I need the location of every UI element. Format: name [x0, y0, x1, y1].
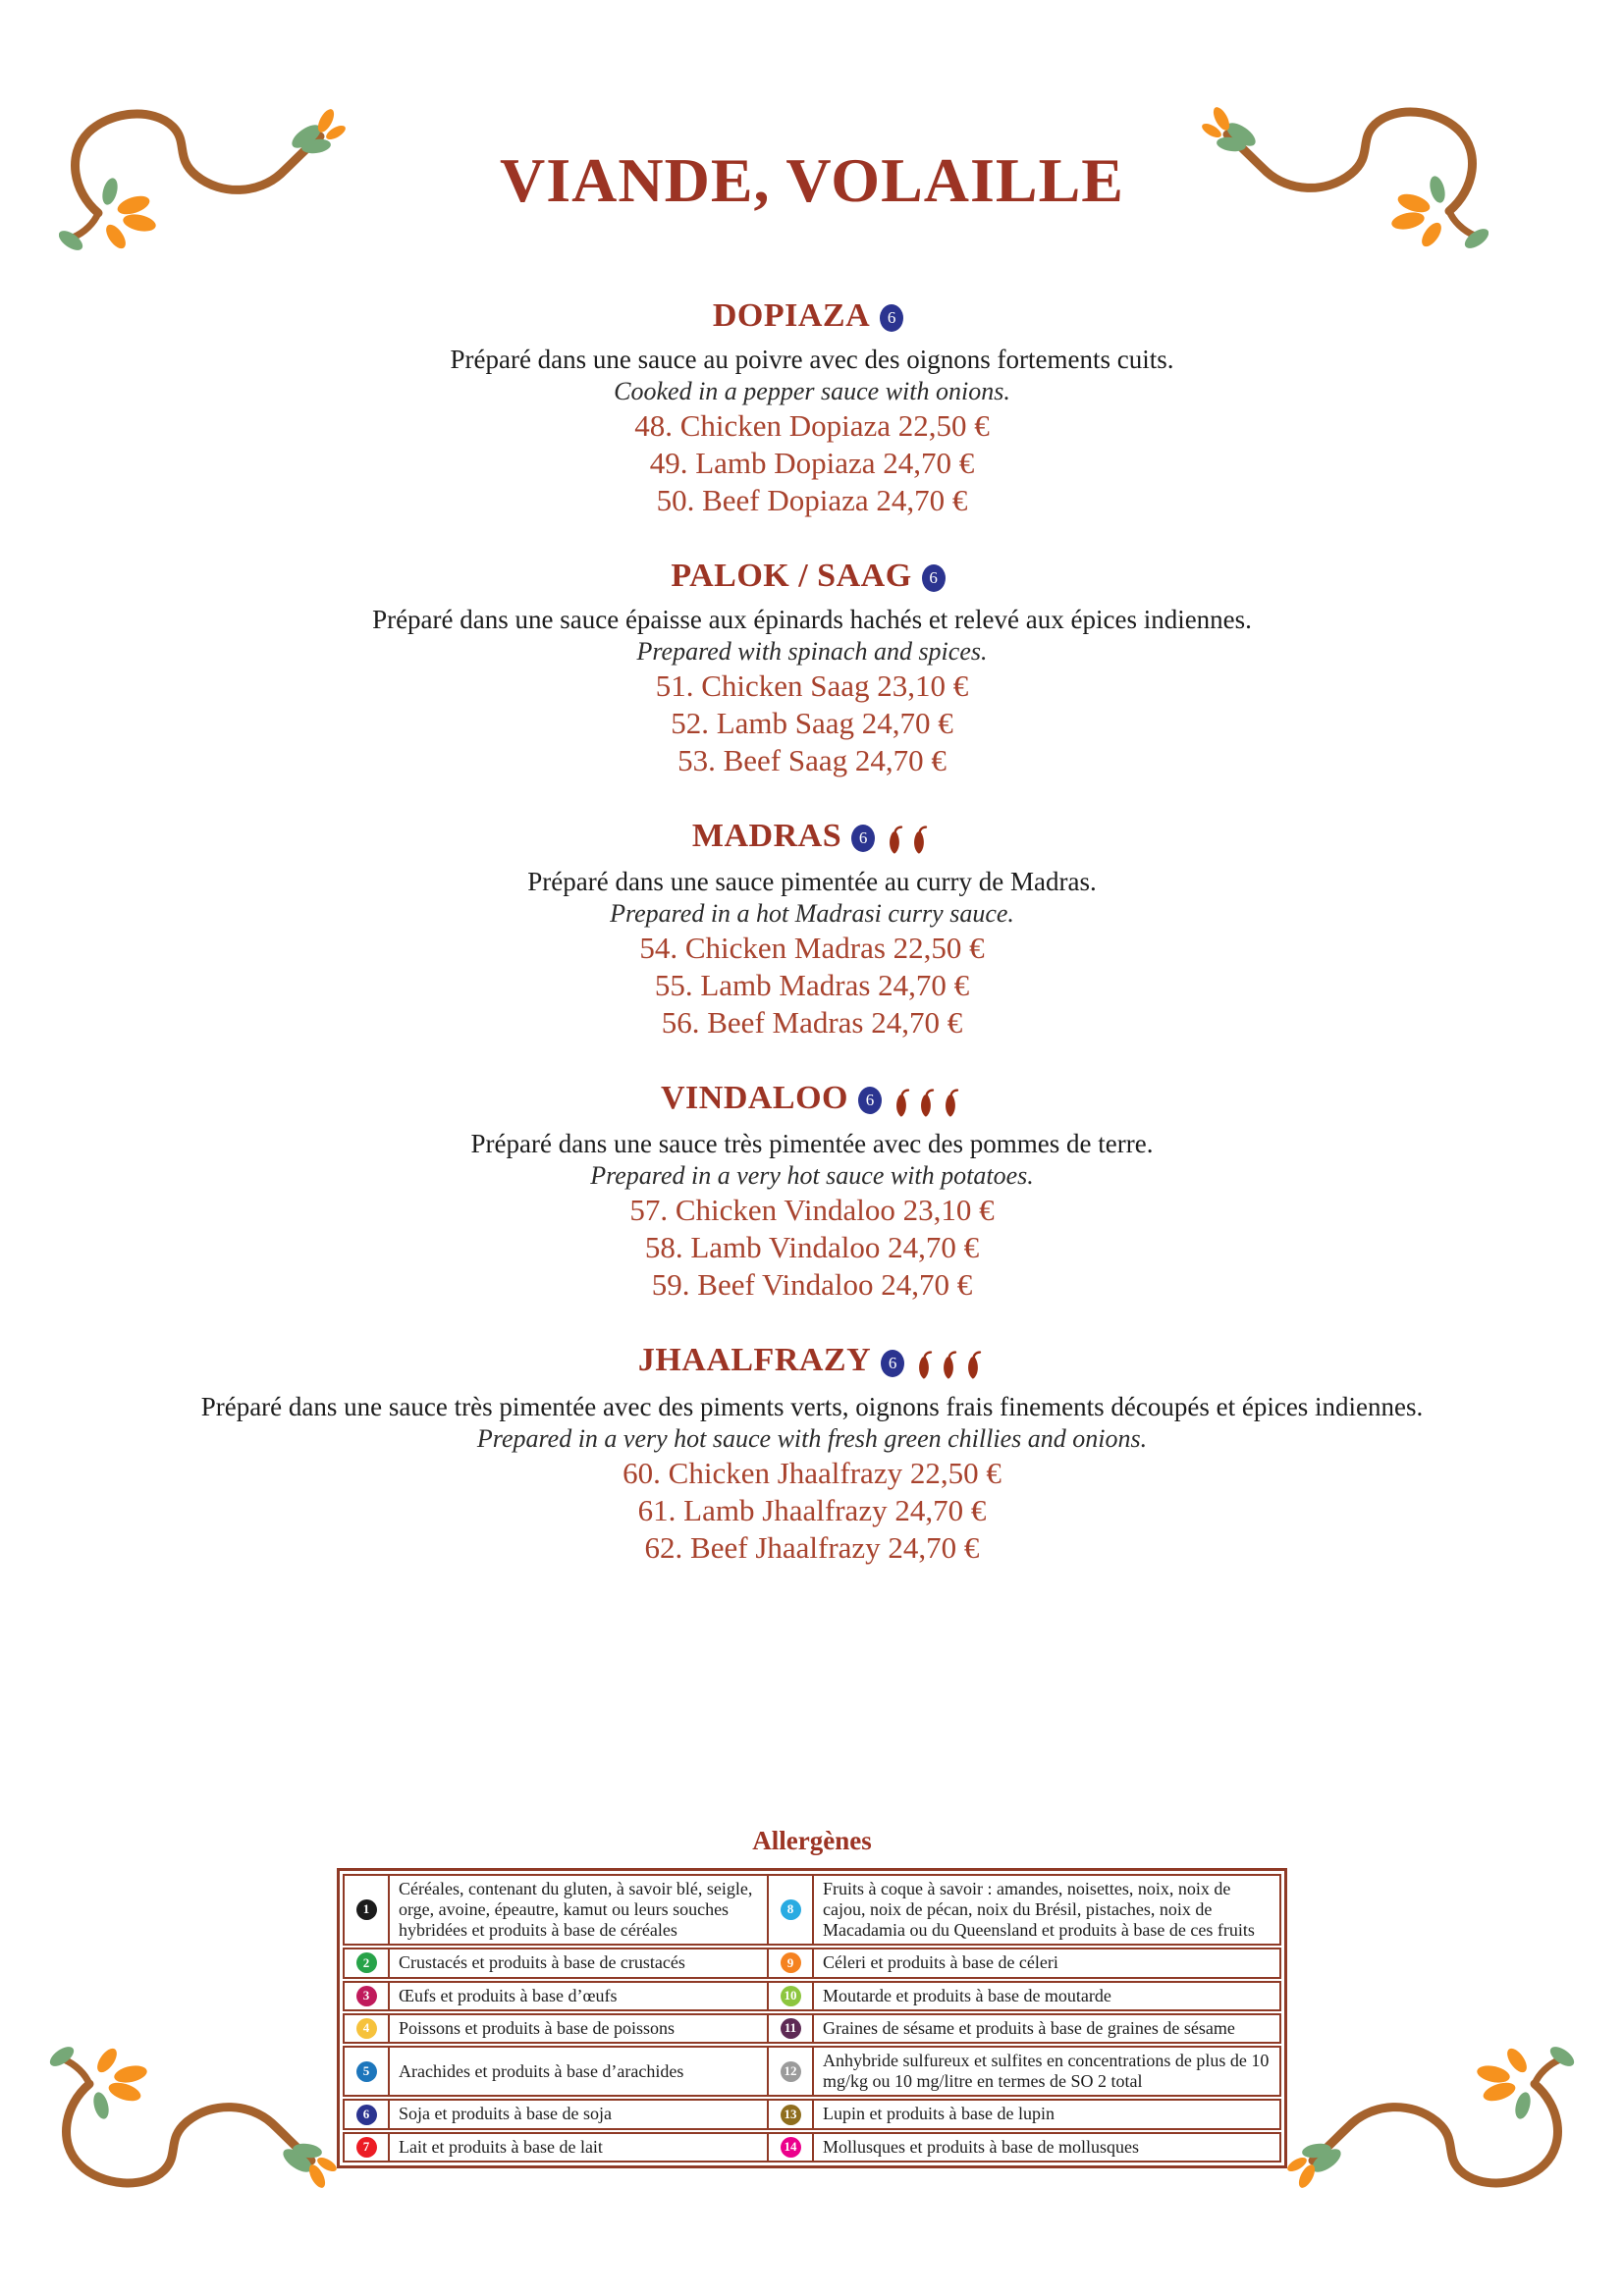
- allergen-number-badge: 6: [858, 1087, 882, 1114]
- item-list: [41, 1455, 1583, 1567]
- allergen-badge: 8: [781, 1899, 801, 1920]
- allergen-badge-cell: [345, 2015, 390, 2042]
- description-french: Préparé dans une sauce très pimentée avec des piments verts, oignons frais finements découpés et épices indiennes.: [200, 1391, 1424, 1421]
- allergen-badge: 4: [356, 2018, 377, 2039]
- allergen-text: Lait et produits à base de lait: [390, 2134, 769, 2161]
- allergen-badge: 11: [781, 2018, 801, 2039]
- allergen-badge: 14: [781, 2137, 801, 2158]
- section-heading: [41, 294, 1583, 338]
- menu-sections: [41, 294, 1583, 1567]
- allergen-badge: 3: [356, 1986, 377, 2006]
- allergen-text: Lupin et produits à base de lupin: [823, 2104, 1055, 2124]
- heat-icons: [883, 817, 932, 860]
- chili-icon: [917, 1089, 939, 1118]
- allergen-text: Mollusques et produits à base de mollusques: [823, 2136, 1139, 2157]
- allergen-number-badge: 6: [851, 825, 875, 852]
- allergen-badge: 5: [356, 2061, 377, 2082]
- description-english: Cooked in a pepper sauce with onions.: [614, 377, 1010, 405]
- section-title: VINDALOO: [660, 1080, 849, 1117]
- menu-item: 61. Lamb Jhaalfrazy 24,70 €: [637, 1492, 987, 1527]
- allergen-text: Œufs et produits à base d’œufs: [390, 1983, 769, 2009]
- allergen-row: [343, 2046, 1281, 2097]
- allergen-badge-cell: [769, 2134, 814, 2161]
- allergen-badge: 10: [781, 1986, 801, 2006]
- heat-icons: [890, 1079, 963, 1122]
- menu-item: 56. Beef Madras 24,70 €: [661, 1005, 963, 1041]
- allergen-badge-cell: [769, 2015, 814, 2042]
- description-english: Prepared in a hot Madrasi curry sauce.: [610, 899, 1014, 929]
- floral-ornament-top-left: [59, 93, 353, 250]
- section-heading: [41, 815, 1583, 860]
- allergen-badge: 1: [356, 1899, 377, 1920]
- allergen-badge-cell: [345, 1949, 390, 1976]
- menu-item: 53. Beef Saag 24,70 €: [677, 743, 947, 777]
- section-vindaloo: [41, 1077, 1583, 1304]
- section-title: JHAALFRAZY: [637, 1342, 872, 1379]
- section-title: PALOK / SAAG: [671, 558, 912, 594]
- section-title: DOPIAZA: [712, 297, 871, 334]
- allergens-table: [337, 1868, 1287, 2168]
- menu-item: 51. Chicken Saag 23,10 €: [655, 668, 969, 703]
- allergen-text: Céleri et produits à base de céleri: [823, 1952, 1058, 1973]
- page-title: VIANDE, VOLAILLE: [500, 145, 1124, 215]
- floral-ornament-bottom-right: [1272, 2047, 1581, 2204]
- description-french: Préparé dans une sauce au poivre avec des oignons fortements cuits.: [450, 345, 1174, 374]
- menu-item: 54. Chicken Madras 22,50 €: [639, 931, 985, 966]
- section-jhaalfrazy: [41, 1339, 1583, 1566]
- description-english: Prepared in a very hot sauce with fresh green chillies and onions.: [476, 1423, 1148, 1453]
- menu-item: 48. Chicken Dopiaza 22,50 €: [634, 408, 990, 443]
- allergen-row: [343, 1948, 1281, 1978]
- allergen-text: Poissons et produits à base de poissons: [390, 2015, 769, 2042]
- menu-item: 50. Beef Dopiaza 24,70 €: [656, 483, 968, 517]
- allergen-row: [343, 2013, 1281, 2044]
- floral-ornament-top-right: [1194, 91, 1489, 248]
- menu-item: 49. Lamb Dopiaza 24,70 €: [649, 446, 975, 480]
- section-heading: [41, 555, 1583, 598]
- section-title: MADRAS: [691, 818, 842, 854]
- allergen-badge: 6: [356, 2105, 377, 2125]
- allergen-text: Fruits à coque à savoir : amandes, noisettes, noix, noix de cajou, noix de pécan, noix du Brésil, pistaches, noix de Macadamia ou du Queensland et produits à base de ces fruits: [823, 1878, 1255, 1941]
- section-palok-saag: [41, 555, 1583, 779]
- menu-item: 59. Beef Vindaloo 24,70 €: [651, 1267, 973, 1303]
- allergen-text: Soja et produits à base de soja: [390, 2101, 769, 2127]
- allergen-badge-cell: [769, 1876, 814, 1945]
- chili-icon: [915, 1351, 937, 1380]
- allergen-text: Moutarde et produits à base de moutarde: [823, 1985, 1111, 2005]
- item-list: [41, 930, 1583, 1041]
- chili-icon: [910, 826, 932, 855]
- allergen-row: [343, 1981, 1281, 2011]
- allergen-row: [343, 2099, 1281, 2129]
- menu-item: 57. Chicken Vindaloo 23,10 €: [629, 1193, 995, 1228]
- allergen-text: Crustacés et produits à base de crustacés: [390, 1949, 769, 1976]
- allergen-badge: 12: [781, 2061, 801, 2082]
- allergen-text: Céréales, contenant du gluten, à savoir blé, seigle, orge, avoine, épeautre, kamut ou leurs souches hybridées et produits à base de céréales: [390, 1876, 769, 1945]
- menu-content: [41, 0, 1583, 2168]
- allergen-row: [343, 1874, 1281, 1947]
- description-french: Préparé dans une sauce pimentée au curry de Madras.: [527, 867, 1097, 897]
- section-dopiaza: [41, 294, 1583, 519]
- allergen-number-badge: 6: [881, 1350, 904, 1377]
- item-list: [41, 667, 1583, 779]
- allergen-text: Anhybride sulfureux et sulfites en concentrations de plus de 10 mg/kg ou 10 mg/litre en termes de SO 2 total: [823, 2051, 1270, 2092]
- menu-item: 55. Lamb Madras 24,70 €: [654, 968, 970, 1003]
- item-list: [41, 407, 1583, 519]
- allergen-badge-cell: [769, 2048, 814, 2095]
- section-madras: [41, 815, 1583, 1041]
- chili-icon: [940, 1351, 961, 1380]
- allergen-badge: 2: [356, 1952, 377, 1973]
- chili-icon: [964, 1351, 986, 1380]
- allergen-number-badge: 6: [880, 304, 903, 332]
- allergen-badge-cell: [345, 1876, 390, 1945]
- menu-item: 52. Lamb Saag 24,70 €: [671, 706, 953, 740]
- menu-item: 60. Chicken Jhaalfrazy 22,50 €: [623, 1455, 1001, 1490]
- allergen-number-badge: 6: [922, 564, 946, 592]
- allergen-text: Graines de sésame et produits à base de graines de sésame: [823, 2017, 1235, 2038]
- allergen-badge: 7: [356, 2137, 377, 2158]
- description-french: Préparé dans une sauce épaisse aux épinards hachés et relevé aux épices indiennes.: [372, 605, 1252, 634]
- chili-icon: [942, 1089, 963, 1118]
- section-heading: [41, 1339, 1583, 1384]
- allergens-title: Allergènes: [752, 1825, 872, 1855]
- allergen-badge: 13: [781, 2105, 801, 2125]
- description-french: Préparé dans une sauce très pimentée avec des pommes de terre.: [470, 1129, 1154, 1159]
- description-english: Prepared with spinach and spices.: [636, 637, 988, 666]
- chili-icon: [893, 1089, 914, 1118]
- description-english: Prepared in a very hot sauce with potatoes.: [590, 1161, 1034, 1191]
- allergen-row: [343, 2132, 1281, 2163]
- floral-ornament-bottom-left: [43, 2047, 352, 2204]
- allergen-badge: 9: [781, 1952, 801, 1973]
- menu-item: 62. Beef Jhaalfrazy 24,70 €: [644, 1529, 980, 1565]
- menu-item: 58. Lamb Vindaloo 24,70 €: [644, 1230, 980, 1265]
- allergen-badge-cell: [345, 1983, 390, 2009]
- allergen-badge-cell: [769, 1949, 814, 1976]
- item-list: [41, 1192, 1583, 1304]
- allergen-badge-cell: [769, 1983, 814, 2009]
- chili-icon: [886, 826, 907, 855]
- heat-icons: [912, 1342, 986, 1385]
- allergen-badge-cell: [769, 2101, 814, 2127]
- allergen-text: Arachides et produits à base d’arachides: [390, 2048, 769, 2095]
- section-heading: [41, 1077, 1583, 1122]
